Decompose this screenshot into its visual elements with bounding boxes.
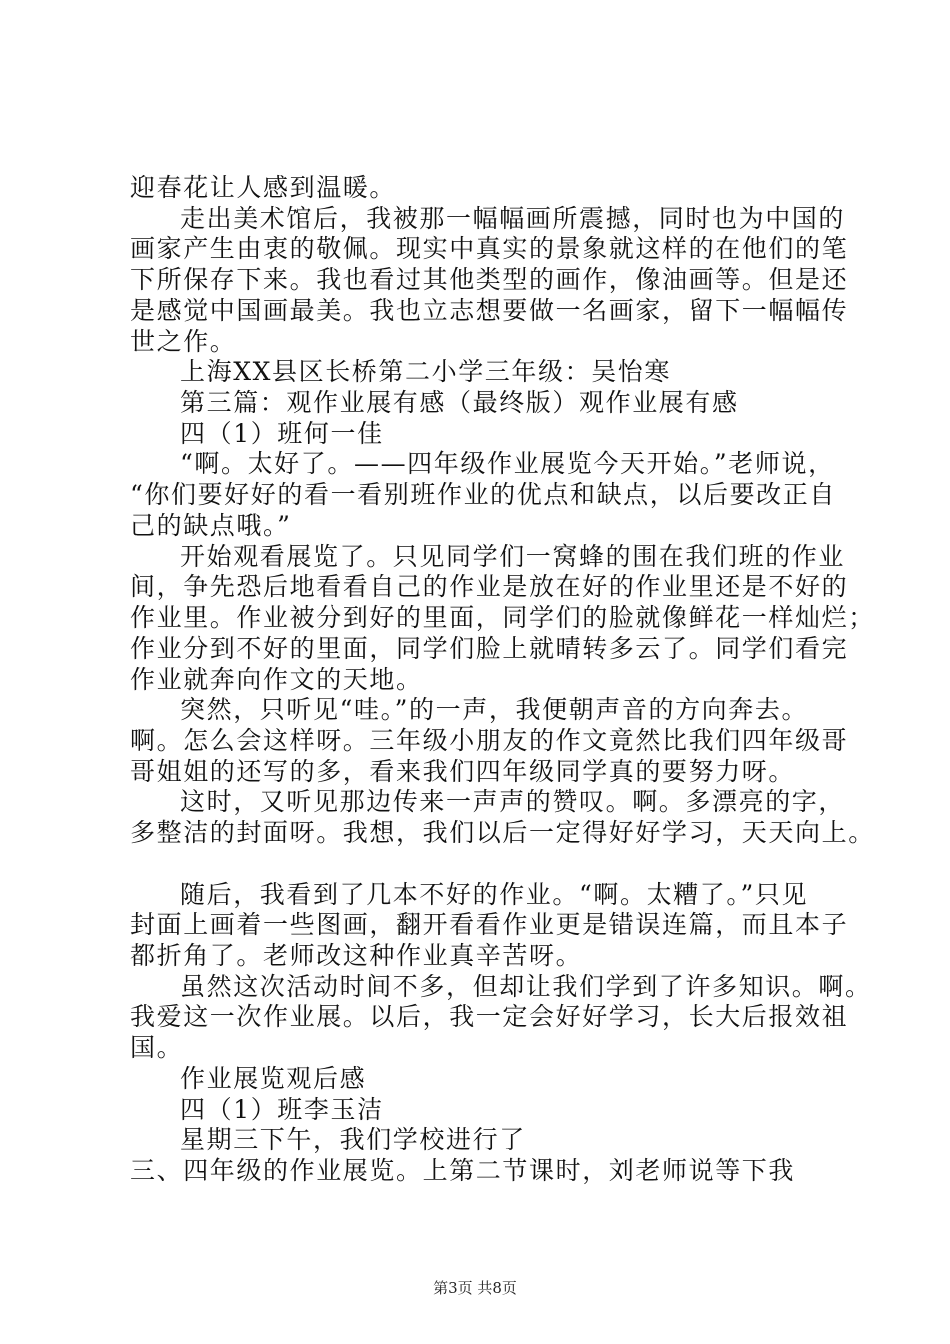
text-line: 间，争先恐后地看看自己的作业是放在好的作业里还是不好的	[130, 572, 849, 602]
section-title: 第三篇：观作业展有感（最终版）观作业展有感	[180, 388, 739, 418]
text-line: 作业里。作业被分到好的里面，同学们的脸就像鲜花一样灿烂；	[130, 603, 875, 633]
text-line: “啊。太好了。——四年级作业展览今天开始。”老师说，	[180, 449, 835, 479]
text-line: “你们要好好的看一看别班作业的优点和缺点，以后要改正自	[130, 480, 836, 510]
text-line: 多整洁的封面呀。我想，我们以后一定得好好学习，天天向上。	[130, 818, 875, 848]
text-line: 随后，我看到了几本不好的作业。“啊。太糟了。”只见	[180, 879, 809, 909]
text-line: 己的缺点哦。”	[130, 510, 292, 540]
author-line: 四（1）班李玉洁	[180, 1094, 384, 1124]
text-line: 突然，只听见“哇。”的一声，我便朝声音的方向奔去。	[180, 695, 809, 725]
page-number-footer: 第3页 共8页	[433, 1279, 517, 1297]
text-line: 星期三下午，我们学校进行了	[180, 1125, 526, 1155]
text-line: 三、四年级的作业展览。上第二节课时，刘老师说等下我	[130, 1156, 796, 1185]
text-line: 是感觉中国画最美。我也立志想要做一名画家，留下一幅幅传	[130, 295, 849, 325]
text-line: 下所保存下来。我也看过其他类型的画作，像油画等。但是还	[130, 265, 849, 295]
text-line: 哥姐姐的还写的多，看来我们四年级同学真的要努力呀。	[130, 756, 796, 786]
text-line: 作业就奔向作文的天地。	[130, 664, 423, 694]
text-line: 我爱这一次作业展。以后，我一定会好好学习，长大后报效祖	[130, 1002, 849, 1032]
text-line: 国。	[130, 1033, 184, 1063]
text-line: 封面上画着一些图画，翻开看看作业更是错误连篇，而且本子	[130, 910, 849, 940]
text-line: 走出美术馆后，我被那一幅幅画所震撼，同时也为中国的	[180, 203, 846, 233]
author-line: 上海XX县区长桥第二小学三年级：吴怡寒	[180, 357, 671, 387]
text-line: 迎春花让人感到温暖。	[130, 173, 397, 202]
text-line: 都折角了。老师改这种作业真辛苦呀。	[130, 940, 583, 970]
text-line: 啊。怎么会这样呀。三年级小朋友的作文竟然比我们四年级哥	[130, 725, 849, 755]
text-line: 虽然这次活动时间不多，但却让我们学到了许多知识。啊。	[180, 971, 872, 1001]
text-line: 作业分到不好的里面，同学们脸上就晴转多云了。同学们看完	[130, 633, 849, 663]
text-line: 开始观看展览了。只见同学们一窝蜂的围在我们班的作业	[180, 541, 846, 571]
text-line: 世之作。	[130, 326, 237, 356]
author-line: 四（1）班何一佳	[180, 418, 384, 448]
text-line: 这时，又听见那边传来一声声的赞叹。啊。多漂亮的字，	[180, 787, 846, 817]
section-title: 作业展览观后感	[180, 1063, 367, 1093]
text-line: 画家产生由衷的敬佩。现实中真实的景象就这样的在他们的笔	[130, 234, 849, 264]
